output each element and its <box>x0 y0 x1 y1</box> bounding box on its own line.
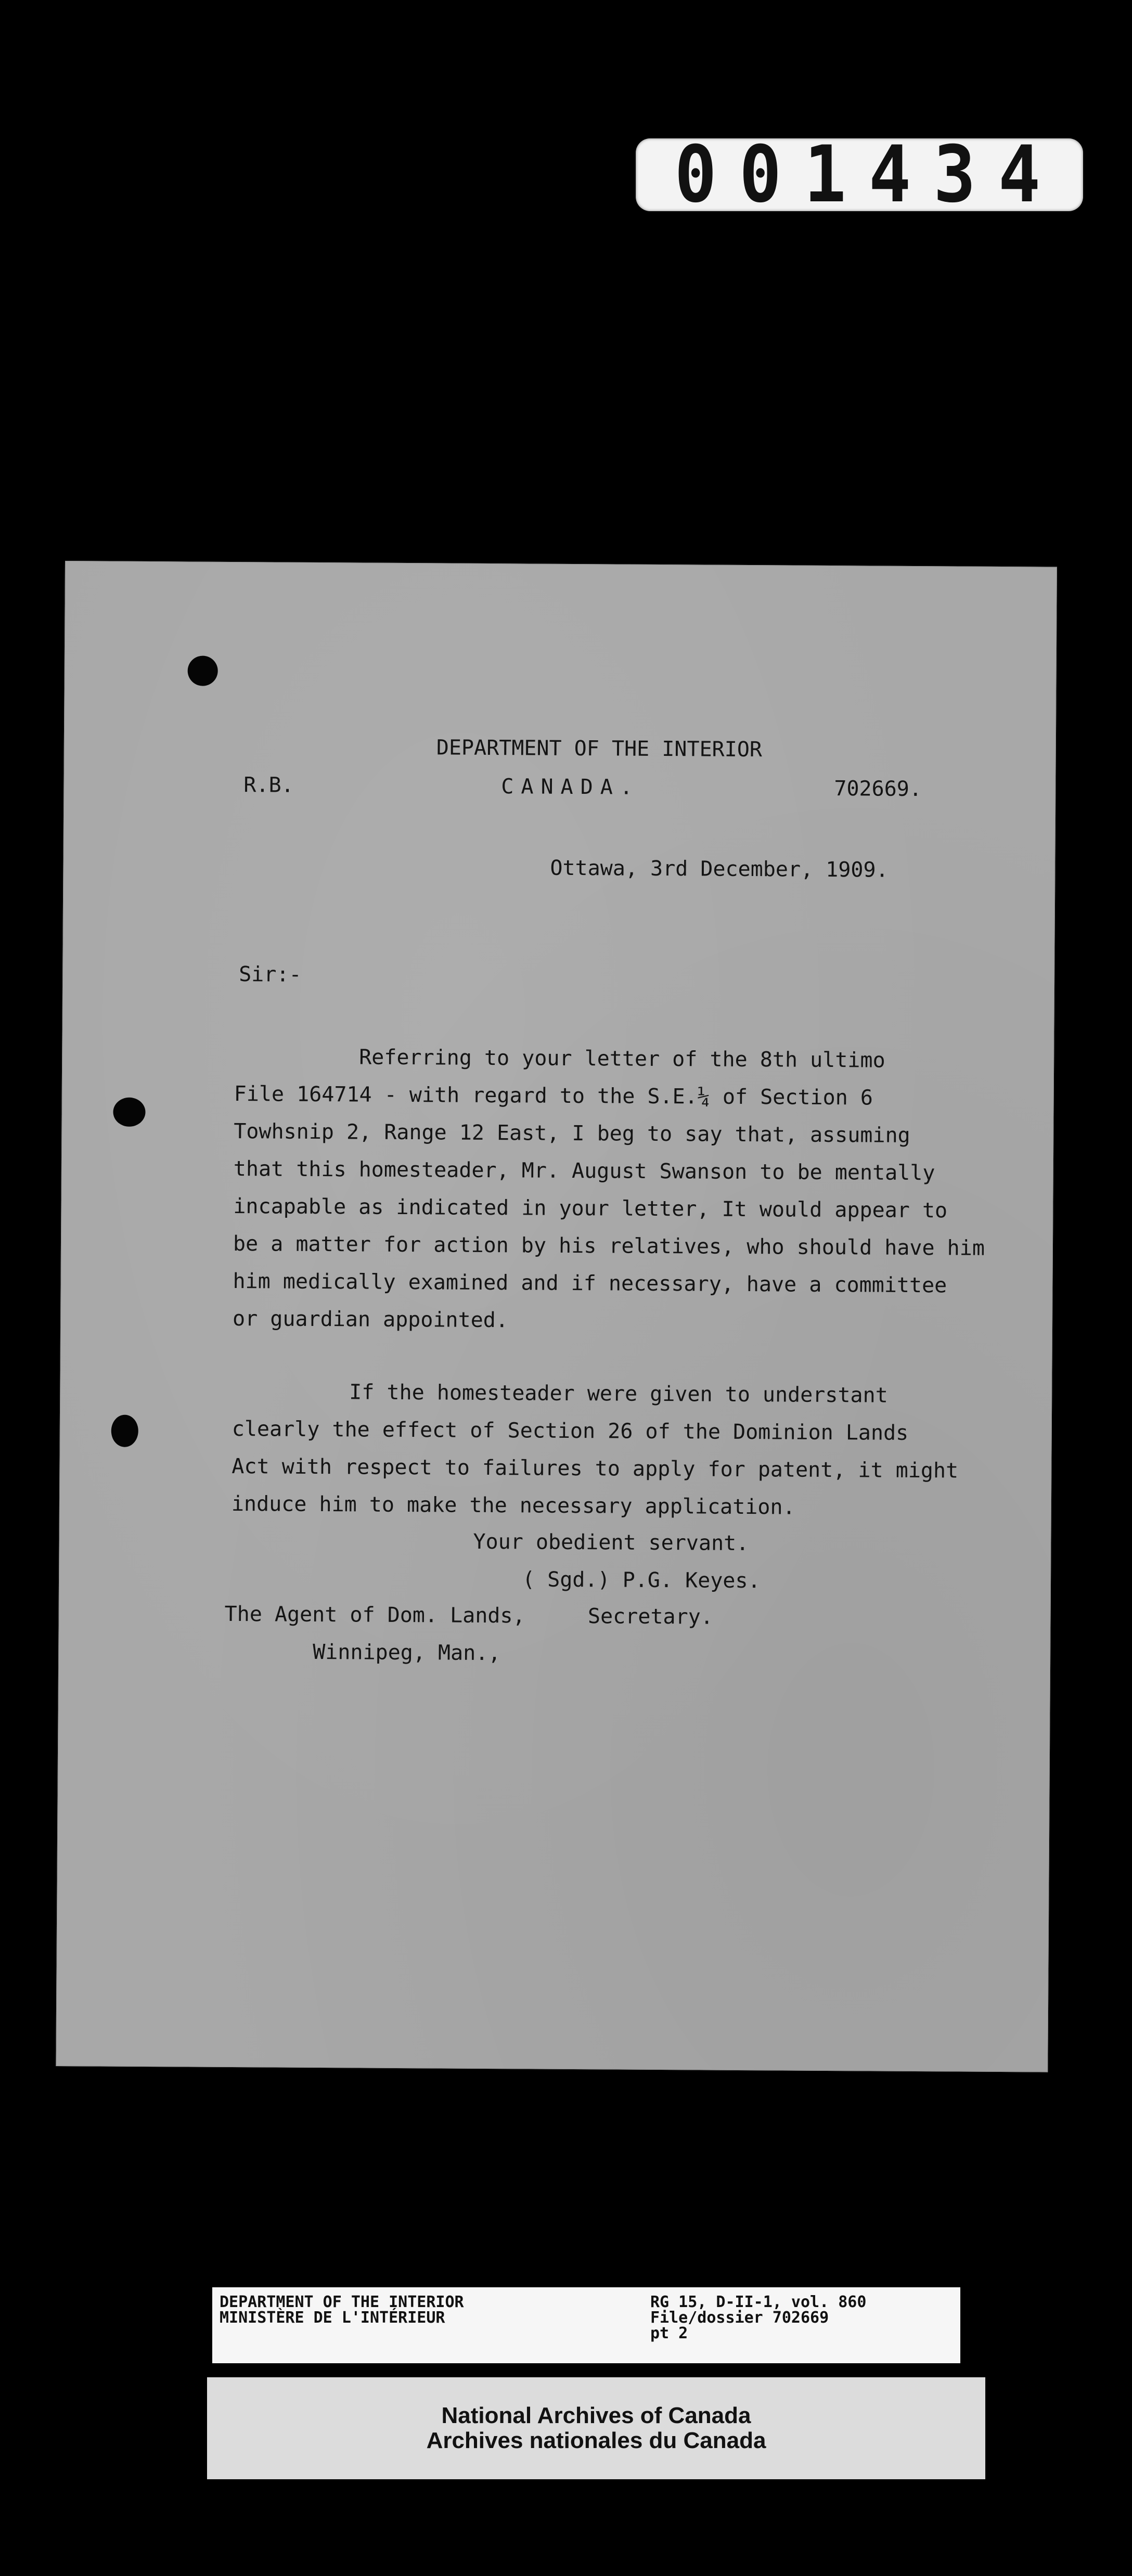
header-initials: R.B. <box>243 773 294 797</box>
letter-sheet <box>56 561 1057 2072</box>
archives-label <box>207 2377 985 2479</box>
body-line: File 164714 - with regard to the S.E.¼ of Section 6 <box>234 1082 873 1110</box>
body-line: be a matter for action by his relatives, who should have him <box>233 1231 985 1260</box>
header-department: DEPARTMENT OF THE INTERIOR <box>436 736 763 762</box>
closing: Your obedient servant. <box>473 1529 749 1556</box>
archives-name-fr: Archives nationales du Canada <box>426 2428 766 2453</box>
addressee-city: Winnipeg, Man., <box>313 1640 501 1666</box>
signature: ( Sgd.) P.G. Keyes. <box>522 1567 761 1593</box>
archive-part: pt 2 <box>650 2324 688 2342</box>
body-line: If the homesteader were given to understant <box>349 1380 888 1408</box>
body-line: clearly the effect of Section 26 of the Dominion Lands <box>231 1416 909 1445</box>
body-line: him medically examined and if necessary, have a committee <box>233 1269 947 1298</box>
punch-hole-icon <box>188 655 218 686</box>
punch-hole-icon <box>111 1415 138 1447</box>
body-line: incapable as indicated in your letter, It would appear to <box>233 1194 948 1223</box>
date-line: Ottawa, 3rd December, 1909. <box>550 856 889 882</box>
archive-dept-fr: MINISTÈRE DE L'INTÉRIEUR <box>220 2309 445 2327</box>
frame-number-label <box>636 130 1083 220</box>
punch-hole-icon <box>113 1098 145 1127</box>
archive-file: File/dossier 702669 <box>650 2309 829 2327</box>
salutation: Sir:- <box>239 962 302 987</box>
archive-record-group: RG 15, D-II-1, vol. 860 <box>650 2293 867 2311</box>
body-line: Towhsnip 2, Range 12 East, I beg to say that, assuming <box>234 1119 910 1148</box>
header-file-number: 702669. <box>834 777 922 802</box>
archive-dept-en: DEPARTMENT OF THE INTERIOR <box>220 2293 464 2311</box>
frame-number: 001434 <box>674 130 1063 220</box>
body-line: Referring to your letter of the 8th ultimo <box>359 1045 885 1073</box>
archives-name-en: National Archives of Canada <box>441 2402 751 2428</box>
header-country: CANADA. <box>501 775 640 800</box>
addressee-line: The Agent of Dom. Lands, Secretary. <box>224 1602 713 1629</box>
body-line: or guardian appointed. <box>232 1306 509 1333</box>
body-line: that this homesteader, Mr. August Swanson to be mentally <box>233 1157 935 1186</box>
archive-reference-label <box>212 2287 960 2363</box>
body-line: induce him to make the necessary application. <box>231 1491 795 1519</box>
body-line: Act with respect to failures to apply for patent, it might <box>231 1454 959 1483</box>
